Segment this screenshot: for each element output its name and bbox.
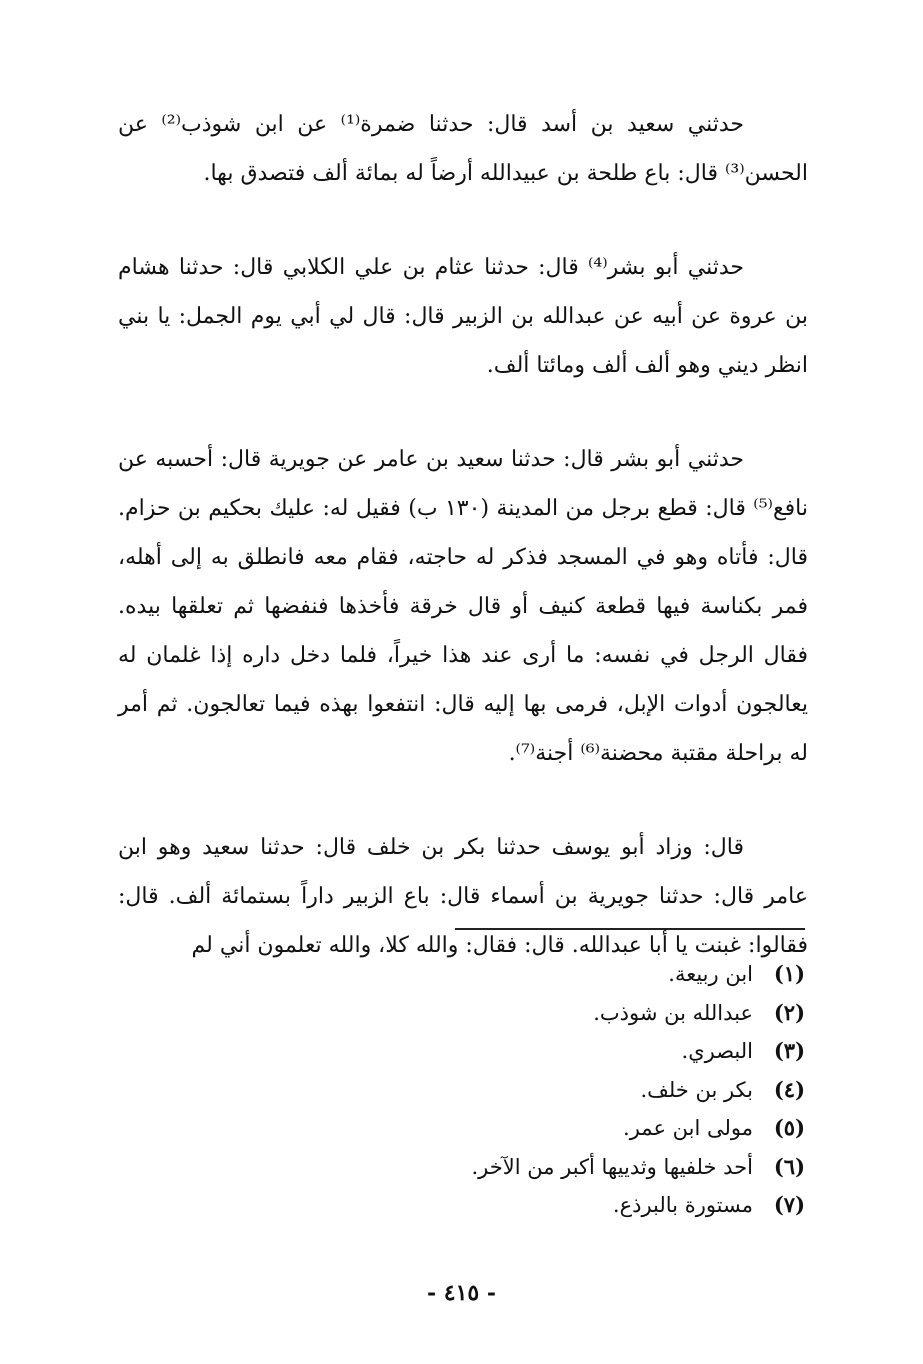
page-number: - ٤١٥ - [426,1280,497,1306]
footnote-1 [385,955,805,994]
footnote-3 [385,1032,805,1071]
paragraph-3: حدثني أبو بشر قال: حدثنا سعيد بن عامر عن جويرية قال: أحسبه عن نافع⁽⁵⁾ قال: قطع برجل من المدينة (١٣٠ ب) فقيل له: عليك بحكيم بن حزام. قال: فأتاه وهو في المسجد فذكر له حاجته، فقام معه فانطلق به إلى أهله، فمر بكناسة فيها قطعة كنيف أو قال خرقة فأخذها فنفضها ثم تعلقها بيده. فقال الرجل في نفسه: ما أرى عند هذا خيراً، فلما دخل داره إذا غلمان له يعالجون أدوات الإبل، فرمى بها إليه قال: انتفعوا بهذه فيما تعالجون. ثم أمر له براحلة مقتبة محضنة⁽⁶⁾ أجنة⁽⁷⁾. [118,447,809,766]
footnote-5 [385,1109,805,1148]
footnote-number: (٦) [773,1153,805,1179]
footnote-text: عبدالله بن شوذب. [593,1000,753,1025]
footnotes-list [385,955,805,1225]
footnote-text: مستورة بالبرذع. [612,1193,753,1217]
footnote-text: ابن ربيعة. [668,962,753,986]
footnote-number: (٣) [773,1038,805,1063]
footnote-6 [385,1148,805,1187]
paragraph-1: حدثني سعيد بن أسد قال: حدثنا ضمرة⁽¹⁾ عن ابن شوذب⁽²⁾ عن الحسن⁽³⁾ قال: باع طلحة بن عبيدالله أرضاً له بمائة ألف فتصدق بها. [118,112,808,186]
footnote-number: (٥) [773,1115,805,1140]
footnote-text: أحد خلفيها وثدييها أكبر من الآخر. [471,1154,753,1179]
footnote-number: (٤) [773,1076,805,1102]
paragraph-4: قال: وزاد أبو يوسف حدثنا بكر بن خلف قال: حدثنا سعيد وهو ابن عامر قال: حدثنا جويرية بن أسماء قال: باع الزبير داراً بستمائة ألف. قال: فقالوا: غبنت يا أبا عبدالله. قال: فقال: والله كلا، والله تعلمون أني لم [118,835,808,958]
footnote-number: (٧) [773,1192,805,1217]
footnote-2 [385,994,805,1033]
footnote-text: البصري. [681,1039,753,1063]
paragraph-2: حدثني أبو بشر⁽⁴⁾ قال: حدثنا عثام بن علي الكلابي قال: حدثنا هشام بن عروة عن أبيه عن عبدالله بن الزبير قال: قال لي أبي يوم الجمل: يا بني انظر ديني وهو ألف ألف ومائتا ألف. [118,255,808,378]
footnote-number: (٢) [773,999,805,1025]
footnote-divider [455,928,805,930]
footnote-text: بكر بن خلف. [640,1077,753,1102]
footnote-4 [385,1071,805,1110]
main-text [118,100,808,970]
footnote-text: مولى ابن عمر. [623,1116,753,1140]
footnote-7 [385,1186,805,1225]
footnote-number: (١) [773,961,805,986]
